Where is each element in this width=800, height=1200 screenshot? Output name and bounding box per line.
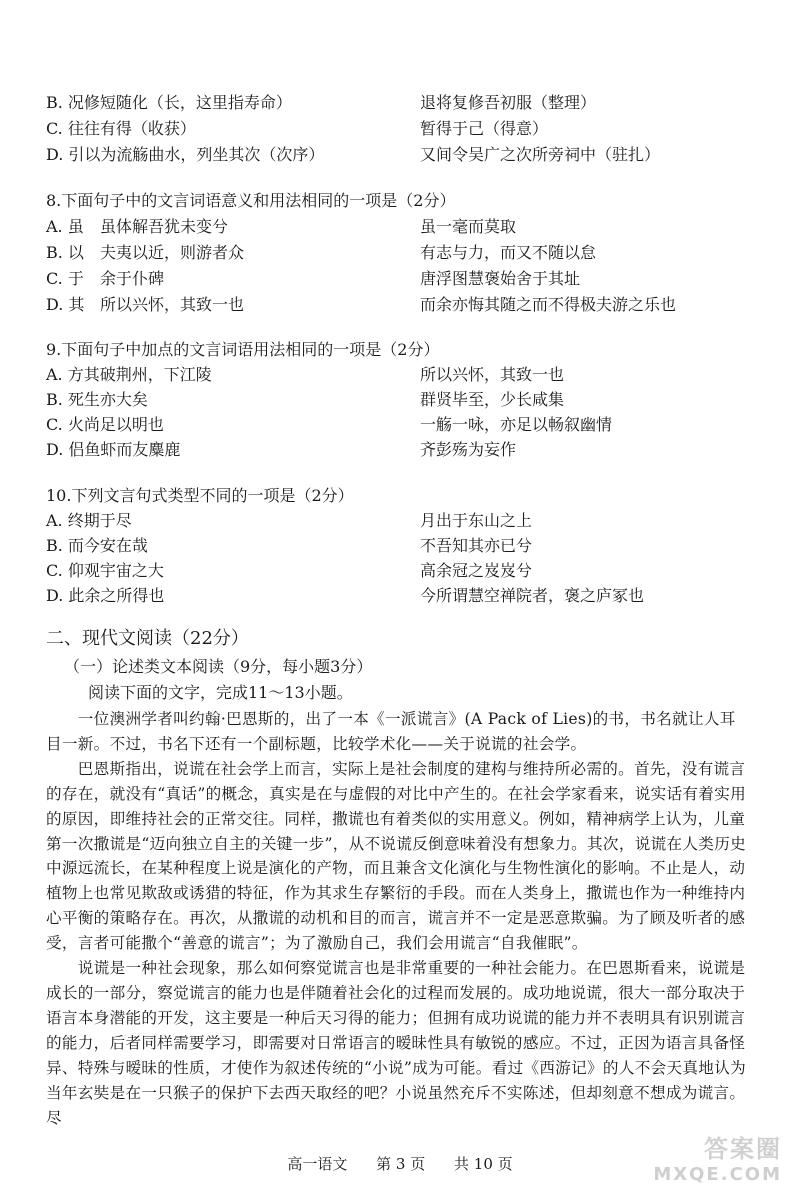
section-heading: 二、现代文阅读（22分） xyxy=(46,628,249,649)
q10-option-d: D. 此余之所得也 今所谓慧空禅院者，褒之庐冢也 xyxy=(46,586,645,605)
reading-instruction: 阅读下面的文字，完成11～13小题。 xyxy=(88,683,353,702)
q8-stem: 8.下面句子中的文言词语意义和用法相同的一项是（2分） xyxy=(46,191,456,210)
footer-page: 第 3 页 xyxy=(376,1155,426,1173)
q7-option-c: C. 往往有得（收获） 暂得于己（得意） xyxy=(46,119,549,138)
q9-option-d: D. 侣鱼虾而友麋鹿 齐彭殇为妄作 xyxy=(46,440,517,459)
q10-stem: 10.下列文言句式类型不同的一项是（2分） xyxy=(46,486,354,505)
q8-option-a: A. 虽 虽体解吾犹未变兮 虽一毫而莫取 xyxy=(46,217,517,236)
watermark-text: 答案圈 xyxy=(704,1135,782,1163)
q8-option-c: C. 于 余于仆碑 唐浮图慧褒始舍于其址 xyxy=(46,269,581,288)
q8-option-d: D. 其 所以兴怀，其致一也 而余亦悔其随之而不得极夫游之乐也 xyxy=(46,295,677,314)
footer-total: 共 10 页 xyxy=(454,1155,513,1173)
footer-subject: 高一语文 xyxy=(287,1155,348,1173)
q10-option-b: B. 而今安在哉 不吾知其亦已兮 xyxy=(46,536,533,555)
subsection-heading: （一）论述类文本阅读（9分，每小题3分） xyxy=(64,657,373,676)
q9-option-c: C. 火尚足以明也 一觞一咏，亦足以畅叙幽情 xyxy=(46,415,613,434)
watermark-url: MXQE.COM xyxy=(653,1164,782,1185)
q9-option-b: B. 死生亦大矣 群贤毕至，少长咸集 xyxy=(46,390,565,409)
q7-option-b: B. 况修短随化（长，这里指寿命） 退将复修吾初服（整理） xyxy=(46,93,597,112)
passage-paragraph-1: 一位澳洲学者叫约翰·巴恩斯的，出了一本《一派谎言》(A Pack of Lies)的书，书名就让人耳目一新。不过，书名下还有一个副标题，比较学术化——关于说谎的社会学。 xyxy=(46,710,736,753)
passage-paragraph-3: 说谎是一种社会现象，那么如何察觉谎言也是非常重要的一种社会能力。在巴恩斯看来，说谎是成长的一部分，察觉谎言的能力也是伴随着社会化的过程而发展的。成功地说谎，很大一部分取决于语言本身潜能的开发，这主要是一种后天习得的能力；但拥有成功说谎的能力并不表明具有识别谎言的能力，后者同样需要学习，即需要对日常语言的暧昧性具有敏锐的感应。不过，正因为语言具备怪异、特殊与暧昧的性质，才使作为叙述传统的“小说”成为可能。看过《西游记》的人不会天真地认为当年玄奘是在一只猴子的保护下去西天取经的吧？小说虽然充斥不实陈述，但却刻意不想成为谎言。尽 xyxy=(46,959,746,1127)
q9-stem: 9.下面句子中加点的文言词语用法相同的一项是（2分） xyxy=(46,340,440,359)
watermark-logo xyxy=(653,1136,782,1188)
q10-option-c: C. 仰观宇宙之大 高余冠之岌岌兮 xyxy=(46,561,533,580)
q7-option-d: D. 引以为流觞曲水，列坐其次（次序） 又间令吴广之次所旁祠中（驻扎） xyxy=(46,145,661,164)
q10-option-a: A. 终期于尽 月出于东山之上 xyxy=(46,511,533,530)
passage xyxy=(46,707,746,1130)
q9-option-a: A. 方其破荆州，下江陵 所以兴怀，其致一也 xyxy=(46,365,565,384)
passage-paragraph-2: 巴恩斯指出，说谎在社会学上而言，实际上是社会制度的建构与维持所必需的。首先，没有谎言的存在，就没有“真话”的概念，真实是在与虚假的对比中产生的。在社会学家看来，说实话有着实用的原因，即维持社会的正常交往。同样，撒谎也有着类似的实用意义。例如，精神病学上认为，儿童第一次撒谎是“迈向独立自主的关键一步”，从不说谎反倒意味着没有想象力。其次，说谎在人类历史中源远流长，在某种程度上说是演化的产物，而且兼含文化演化与生物性演化的影响。不止是人，动植物上也常见欺敌或诱猎的特征，作为其求生存繁衍的手段。而在人类身上，撒谎也作为一种维持内心平衡的策略存在。再次，从撒谎的动机和目的而言，谎言并不一定是恶意欺骗。为了顾及听者的感受，言者可能撒个“善意的谎言”；为了激励自己，我们会用谎言“自我催眠”。 xyxy=(46,759,746,953)
q8-option-b: B. 以 夫夷以近，则游者众 有志与力，而又不随以怠 xyxy=(46,243,597,262)
